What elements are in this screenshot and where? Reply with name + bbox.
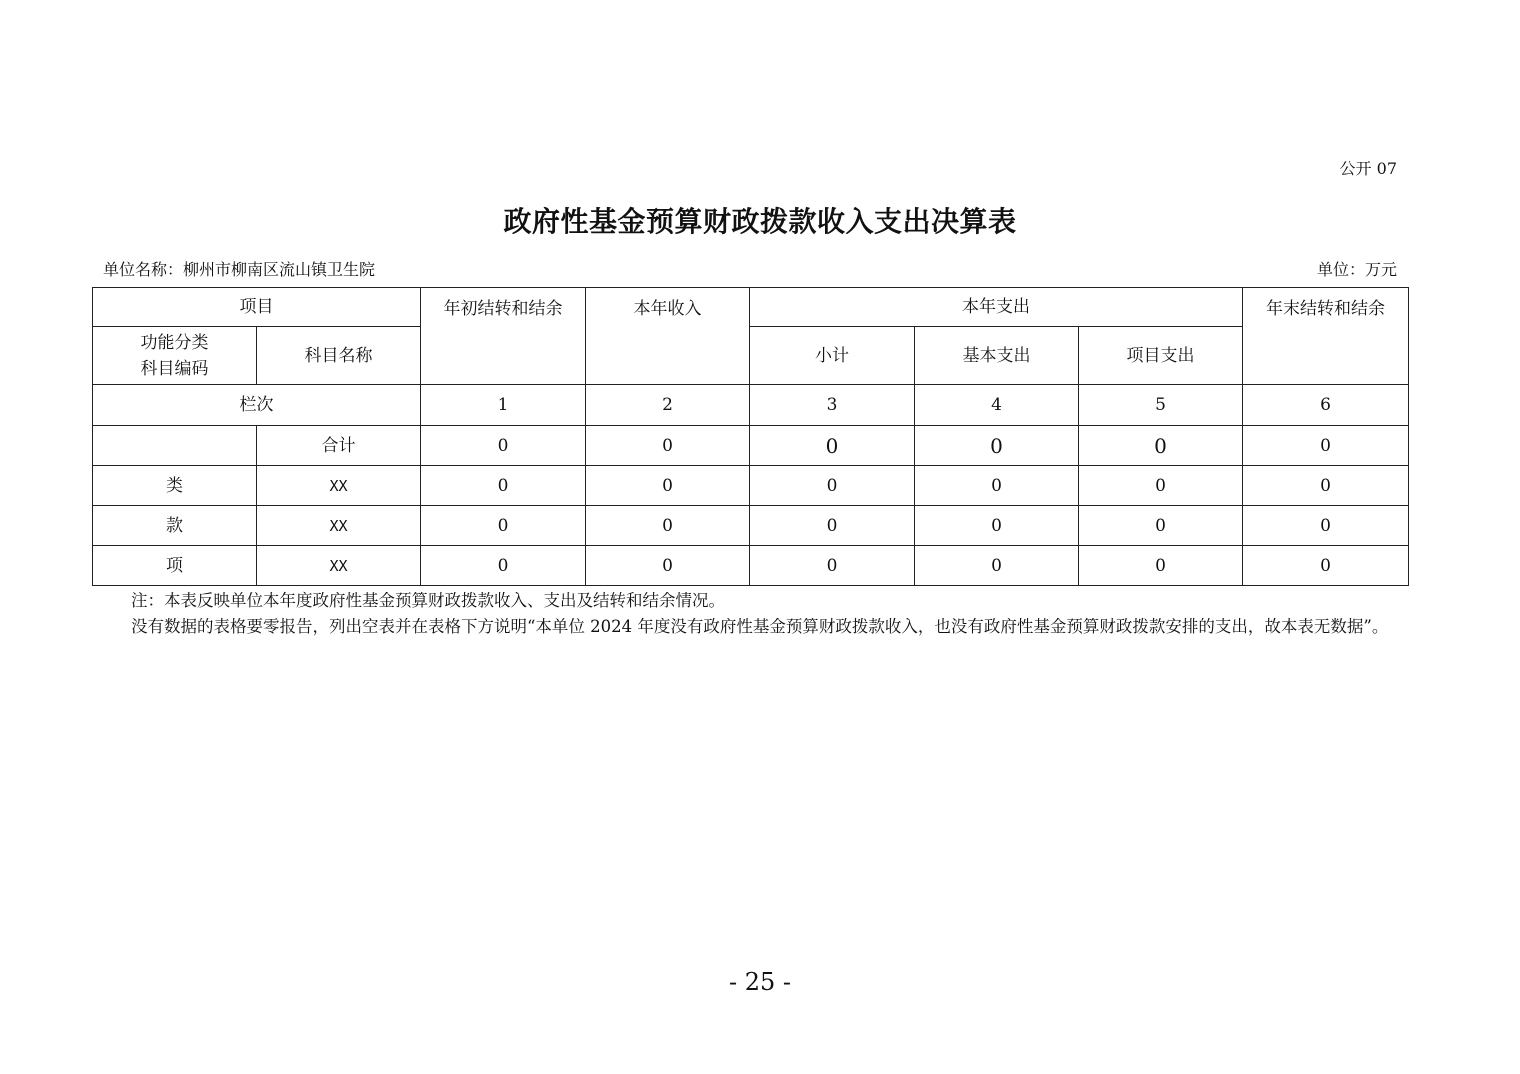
row-name: XX (257, 466, 421, 506)
header-function-code-line-1: 功能分类 (140, 332, 209, 353)
document-code: 公开 07 (1339, 159, 1397, 178)
table-notes (131, 588, 1393, 640)
header-opening-balance (421, 288, 586, 385)
header-year-expense: 本年支出 (750, 288, 1243, 327)
cell-value: 0 (1243, 426, 1409, 466)
cell-value: 0 (750, 546, 915, 586)
cell-value: 0 (421, 546, 586, 586)
table-row (93, 466, 1409, 506)
row-code: 款 (93, 506, 257, 546)
header-project: 项目 (93, 288, 421, 327)
cell-value: 0 (1243, 466, 1409, 506)
row-name: XX (257, 546, 421, 586)
row-code (93, 426, 257, 466)
row-code: 类 (93, 466, 257, 506)
cell-value: 0 (1243, 546, 1409, 586)
row-code: 项 (93, 546, 257, 586)
page-number: - 25 - (728, 968, 791, 996)
row-name: 合计 (257, 426, 421, 466)
header-closing-balance (1243, 288, 1409, 385)
column-number: 3 (750, 385, 915, 426)
cell-value: 0 (586, 546, 750, 586)
header-subtotal: 小计 (750, 327, 915, 385)
unit-name: 单位名称：柳州市柳南区流山镇卫生院 (103, 260, 376, 279)
cell-value: 0 (915, 546, 1079, 586)
page-title: 政府性基金预算财政拨款收入支出决算表 (503, 205, 1017, 238)
table-row (93, 546, 1409, 586)
cell-value: 0 (1079, 466, 1243, 506)
cell-value: 0 (586, 506, 750, 546)
cell-value: 0 (750, 506, 915, 546)
cell-value: 0 (1079, 426, 1243, 466)
table-row (93, 506, 1409, 546)
note-line: 没有数据的表格要零报告，列出空表并在表格下方说明“本单位 2024 年度没有政府性基金预算财政拨款收入，也没有政府性基金预算财政拨款安排的支出，故本表无数据”。 (131, 617, 1389, 636)
header-opening-balance-label: 年初结转和结余 (443, 299, 563, 319)
header-function-code-line-2: 科目编码 (140, 358, 209, 379)
header-closing-balance-label: 年末结转和结余 (1266, 299, 1386, 319)
cell-value: 0 (915, 426, 1079, 466)
cell-value: 0 (421, 466, 586, 506)
header-function-code (93, 327, 257, 385)
column-number: 2 (586, 385, 750, 426)
column-number: 6 (1243, 385, 1409, 426)
header-row-2 (93, 327, 1409, 385)
note-line: 注：本表反映单位本年度政府性基金预算财政拨款收入、支出及结转和结余情况。 (131, 591, 725, 610)
header-year-income (586, 288, 750, 385)
cell-value: 0 (915, 466, 1079, 506)
table-row-total (93, 426, 1409, 466)
cell-value: 0 (750, 426, 915, 466)
budget-table (92, 287, 1409, 586)
header-subject-name: 科目名称 (257, 327, 421, 385)
cell-value: 0 (586, 466, 750, 506)
cell-value: 0 (1243, 506, 1409, 546)
header-row-1 (93, 288, 1409, 327)
cell-value: 0 (915, 506, 1079, 546)
header-year-income-label: 本年收入 (633, 299, 702, 319)
header-project-expense: 项目支出 (1079, 327, 1243, 385)
column-number-row (93, 385, 1409, 426)
cell-value: 0 (1079, 506, 1243, 546)
cell-value: 0 (586, 426, 750, 466)
cell-value: 0 (750, 466, 915, 506)
column-number: 4 (915, 385, 1079, 426)
cell-value: 0 (421, 426, 586, 466)
cell-value: 0 (421, 506, 586, 546)
column-number: 5 (1079, 385, 1243, 426)
header-basic-expense: 基本支出 (915, 327, 1079, 385)
currency-unit: 单位：万元 (1316, 260, 1397, 279)
row-name: XX (257, 506, 421, 546)
column-number: 1 (421, 385, 586, 426)
column-number-label: 栏次 (93, 385, 421, 426)
cell-value: 0 (1079, 546, 1243, 586)
